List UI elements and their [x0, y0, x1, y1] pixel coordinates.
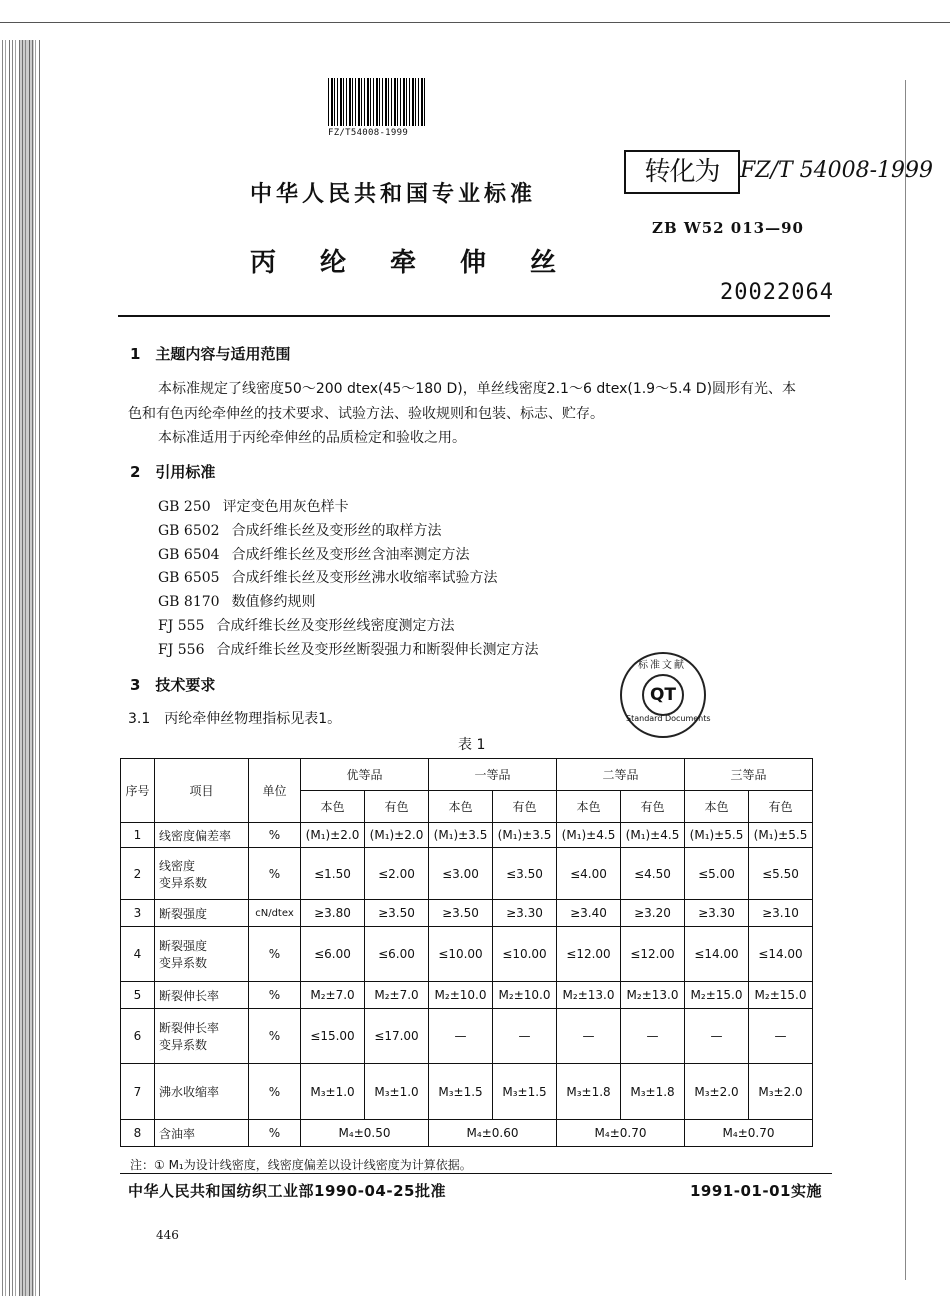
cell-no: 5	[121, 982, 155, 1009]
cell-value: (M₁)±2.0	[365, 823, 429, 848]
cell-value: ≥3.40	[557, 900, 621, 927]
table-row	[121, 1120, 813, 1147]
table-caption: 表 1	[458, 737, 486, 753]
table-row	[121, 1064, 813, 1120]
approval-line: 中华人民共和国纺织工业部1990-04-25批准	[128, 1182, 446, 1200]
cell-unit: %	[249, 1009, 301, 1064]
header-item: 项目	[155, 759, 249, 823]
header-sub: 本色	[429, 791, 493, 823]
cell-item: 沸水收缩率	[155, 1064, 249, 1120]
cell-value: —	[557, 1009, 621, 1064]
document-title: 丙纶牵伸丝	[250, 248, 601, 278]
cell-value: ≤1.50	[301, 848, 365, 900]
cell-no: 7	[121, 1064, 155, 1120]
barcode	[328, 78, 425, 126]
cell-item: 断裂伸长率	[155, 982, 249, 1009]
cell-item: 线密度 变异系数	[155, 848, 249, 900]
scan-top-line	[0, 22, 950, 23]
cell-value: M₃±1.5	[493, 1064, 557, 1120]
cell-value: M₂±7.0	[301, 982, 365, 1009]
reference-item: FJ 556 合成纤维长丝及变形丝断裂强力和断裂伸长测定方法	[158, 642, 539, 658]
cell-value: ≤17.00	[365, 1009, 429, 1064]
conversion-stamp: 转化为	[624, 150, 740, 194]
reference-item: GB 6502 合成纤维长丝及变形丝的取样方法	[158, 523, 442, 539]
cell-value: —	[621, 1009, 685, 1064]
cell-value: ≤10.00	[429, 927, 493, 982]
cell-unit: %	[249, 982, 301, 1009]
section-3-heading: 3 技术要求	[130, 676, 216, 694]
section-1-heading: 1 主题内容与适用范围	[130, 345, 291, 363]
cell-value: M₄±0.70	[557, 1120, 685, 1147]
qt-seal-bottom-text: Standard Documents	[626, 714, 711, 723]
cell-value: —	[493, 1009, 557, 1064]
cell-value: (M₁)±3.5	[429, 823, 493, 848]
cell-value: M₃±1.8	[621, 1064, 685, 1120]
cell-no: 8	[121, 1120, 155, 1147]
cell-value: ≤14.00	[749, 927, 813, 982]
cell-item: 含油率	[155, 1120, 249, 1147]
header-sub: 本色	[301, 791, 365, 823]
cell-value: (M₁)±3.5	[493, 823, 557, 848]
cell-value: ≤5.00	[685, 848, 749, 900]
cell-value: M₃±1.5	[429, 1064, 493, 1120]
cell-value: ≤6.00	[365, 927, 429, 982]
cell-value: ≤2.00	[365, 848, 429, 900]
scan-right-line	[905, 80, 906, 1280]
cell-value: M₄±0.50	[301, 1120, 429, 1147]
qt-seal-top-text: 标准文献	[638, 660, 686, 671]
cell-value: —	[749, 1009, 813, 1064]
cell-unit: %	[249, 927, 301, 982]
cell-value: ≤5.50	[749, 848, 813, 900]
cell-unit: cN/dtex	[249, 900, 301, 927]
cell-value: M₂±13.0	[621, 982, 685, 1009]
cell-value: M₃±2.0	[685, 1064, 749, 1120]
cell-value: M₃±1.0	[365, 1064, 429, 1120]
cell-value: ≤10.00	[493, 927, 557, 982]
standard-code: ZB W52 013—90	[652, 219, 804, 237]
cell-unit: %	[249, 848, 301, 900]
table-row	[121, 900, 813, 927]
cell-value: —	[429, 1009, 493, 1064]
header-seq: 序号	[121, 759, 155, 823]
section-1-para-2: 本标准适用于丙纶牵伸丝的品质检定和验收之用。	[158, 430, 466, 446]
standard-header-title: 中华人民共和国专业标准	[250, 182, 537, 207]
section-3-1: 3.1 丙纶牵伸丝物理指标见表1。	[128, 711, 342, 727]
cell-value: M₃±2.0	[749, 1064, 813, 1120]
qt-logo: QT	[642, 674, 684, 716]
cell-value: ≤12.00	[621, 927, 685, 982]
section-2-heading: 2 引用标准	[130, 463, 216, 481]
cell-no: 3	[121, 900, 155, 927]
table-note: 注：① M₁为设计线密度，线密度偏差以设计线密度为计算依据。	[130, 1158, 472, 1172]
cell-value: —	[685, 1009, 749, 1064]
cell-value: M₄±0.70	[685, 1120, 813, 1147]
cell-value: ≥3.10	[749, 900, 813, 927]
cell-value: M₂±13.0	[557, 982, 621, 1009]
cell-value: (M₁)±4.5	[621, 823, 685, 848]
reference-item: GB 6505 合成纤维长丝及变形丝沸水收缩率试验方法	[158, 570, 498, 586]
header-grade: 三等品	[685, 759, 813, 791]
cell-value: ≥3.50	[365, 900, 429, 927]
header-unit: 单位	[249, 759, 301, 823]
table-row	[121, 823, 813, 848]
reference-item: GB 250 评定变色用灰色样卡	[158, 499, 349, 515]
reference-item: GB 6504 合成纤维长丝及变形丝含油率测定方法	[158, 547, 470, 563]
table-row	[121, 982, 813, 1009]
cell-value: (M₁)±5.5	[749, 823, 813, 848]
cell-item: 断裂伸长率 变异系数	[155, 1009, 249, 1064]
cell-value: M₃±1.0	[301, 1064, 365, 1120]
section-1-para-1b: 色和有色丙纶牵伸丝的技术要求、试验方法、验收规则和包装、标志、贮存。	[128, 406, 604, 422]
cell-unit: %	[249, 1120, 301, 1147]
cell-value: (M₁)±5.5	[685, 823, 749, 848]
header-grade: 优等品	[301, 759, 429, 791]
cell-unit: %	[249, 823, 301, 848]
cell-value: ≤3.00	[429, 848, 493, 900]
cell-value: M₂±15.0	[749, 982, 813, 1009]
cell-item: 断裂强度 变异系数	[155, 927, 249, 982]
barcode-text: FZ/T54008-1999	[328, 128, 409, 138]
header-sub: 本色	[557, 791, 621, 823]
header-sub: 本色	[685, 791, 749, 823]
document-number: 20022064	[720, 280, 834, 305]
cell-value: ≥3.50	[429, 900, 493, 927]
cell-no: 6	[121, 1009, 155, 1064]
cell-no: 4	[121, 927, 155, 982]
physical-index-table	[120, 758, 813, 1147]
scan-edge-shadow	[20, 40, 34, 1296]
cell-value: M₂±10.0	[493, 982, 557, 1009]
cell-value: M₃±1.8	[557, 1064, 621, 1120]
implementation-date: 1991-01-01实施	[690, 1182, 822, 1200]
cell-value: ≤4.00	[557, 848, 621, 900]
cell-value: (M₁)±2.0	[301, 823, 365, 848]
handwritten-new-code: FZ/T 54008-1999	[740, 158, 934, 183]
cell-value: ≥3.30	[493, 900, 557, 927]
cell-no: 2	[121, 848, 155, 900]
header-rule	[118, 315, 830, 317]
cell-value: ≥3.80	[301, 900, 365, 927]
header-grade: 二等品	[557, 759, 685, 791]
section-1-para-1: 本标准规定了线密度50～200 dtex(45～180 D)，单丝线密度2.1～6 dtex(1.9～5.4 D)圆形有光、本	[158, 381, 797, 397]
cell-unit: %	[249, 1064, 301, 1120]
cell-value: ≥3.30	[685, 900, 749, 927]
cell-item: 断裂强度	[155, 900, 249, 927]
cell-item: 线密度偏差率	[155, 823, 249, 848]
footer-rule	[120, 1173, 832, 1174]
table-row	[121, 848, 813, 900]
table-row	[121, 1009, 813, 1064]
table-row	[121, 927, 813, 982]
header-sub: 有色	[749, 791, 813, 823]
page-number: 446	[156, 1228, 179, 1242]
cell-value: ≤12.00	[557, 927, 621, 982]
cell-value: ≤6.00	[301, 927, 365, 982]
cell-value: M₂±15.0	[685, 982, 749, 1009]
header-grade: 一等品	[429, 759, 557, 791]
cell-value: ≤3.50	[493, 848, 557, 900]
header-sub: 有色	[493, 791, 557, 823]
cell-value: ≥3.20	[621, 900, 685, 927]
reference-item: GB 8170 数值修约规则	[158, 594, 316, 610]
cell-value: M₂±7.0	[365, 982, 429, 1009]
cell-value: ≤15.00	[301, 1009, 365, 1064]
header-sub: 有色	[365, 791, 429, 823]
cell-value: M₄±0.60	[429, 1120, 557, 1147]
header-sub: 有色	[621, 791, 685, 823]
cell-no: 1	[121, 823, 155, 848]
cell-value: M₂±10.0	[429, 982, 493, 1009]
reference-item: FJ 555 合成纤维长丝及变形丝线密度测定方法	[158, 618, 455, 634]
cell-value: ≤4.50	[621, 848, 685, 900]
cell-value: (M₁)±4.5	[557, 823, 621, 848]
cell-value: ≤14.00	[685, 927, 749, 982]
